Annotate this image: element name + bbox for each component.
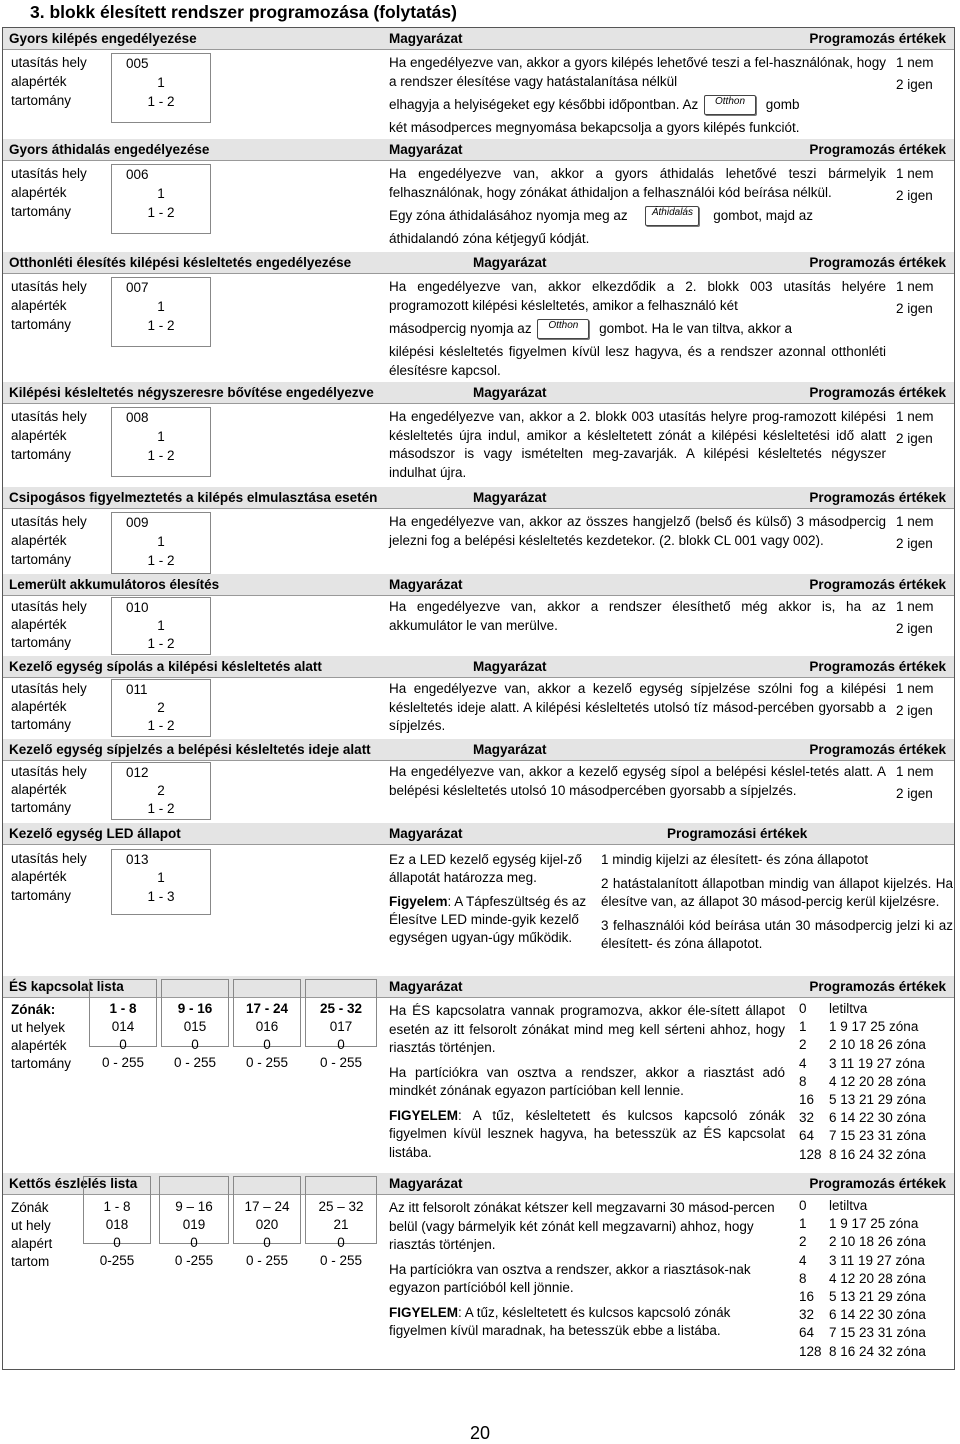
value-options — [896, 513, 956, 553]
section-title: Gyors áthidalás engedélyezése — [9, 142, 210, 157]
default-label: alapérték — [11, 298, 67, 313]
table-row — [799, 1197, 949, 1215]
default-value: 1 — [157, 186, 165, 201]
option-yes: 2 igen — [896, 621, 933, 636]
zone-range: 25 - 32 — [319, 1001, 363, 1016]
range-label: tartom — [11, 1254, 50, 1269]
values-heading: Programozás értékek — [809, 255, 946, 270]
row-value: 1 — [799, 1216, 807, 1232]
led-option-2: 2 hatástalanított állapotban mindig van állapot kijelzés. Ha élesítve van, az állapot 30 másod-percig kerül kijelzésre. — [601, 876, 953, 909]
range-label: tartomány — [11, 447, 72, 462]
athidalas-key: Áthidalás — [645, 206, 699, 226]
row-zones: 7 15 23 31 zóna — [829, 1128, 926, 1144]
led-option-3: 3 felhasználói kód beírása után 30 másodpercig jelzi ki az élesített- és zóna állapotot. — [601, 918, 953, 951]
default-value: 1 — [157, 75, 165, 90]
zone-location: 017 — [329, 1019, 353, 1034]
zone-group-3 — [233, 1176, 301, 1268]
description — [389, 680, 886, 736]
default-value: 2 — [157, 700, 165, 715]
values-heading: Programozás értékek — [809, 142, 946, 157]
default-label: alapérték — [11, 869, 67, 884]
row-value: 16 — [799, 1091, 815, 1107]
section-title: Lemerült akkumulátoros élesítés — [9, 577, 220, 592]
section-title: Kezelő egység LED állapot — [9, 826, 181, 841]
value-options — [896, 680, 956, 720]
description-text: Egy zóna áthidalásához nyomja meg az — [389, 208, 628, 223]
description — [389, 1199, 789, 1341]
page-title: 3. blokk élesített rendszer programozása (folytatás) — [30, 2, 457, 22]
location-value: 011 — [126, 682, 148, 697]
row-zones: 2 10 18 26 zóna — [829, 1037, 926, 1053]
default-label: alapérték — [11, 782, 67, 797]
row-value: 128 — [799, 1146, 822, 1162]
row-value: 4 — [799, 1252, 807, 1268]
value-box — [111, 53, 211, 123]
description — [389, 513, 886, 550]
zone-location: 014 — [111, 1019, 135, 1034]
option-no: 1 nem — [896, 764, 934, 779]
description-text: Ha engedélyezve van, akkor elkezdődik a 2. blokk 003 utasítás helyére programozott kilépési késleltetés, amikor a felhasználó két — [389, 279, 886, 313]
zone-value-range: 0 - 255 — [319, 1055, 363, 1070]
location-label: utasítás hely — [11, 599, 87, 614]
zone-default: 0 — [337, 1235, 345, 1250]
row-zones: 5 13 21 29 zóna — [829, 1091, 926, 1107]
range-value: 1 - 3 — [147, 889, 175, 904]
zone-value-range: 0 - 255 — [101, 1055, 145, 1070]
section-double-detection — [3, 1173, 954, 1369]
description — [389, 165, 886, 249]
zone-group-1 — [89, 979, 157, 1070]
default-value: 1 — [157, 429, 165, 444]
description-text: : A Tápfeszültség és az Élesítve LED minde-gyik kezelő egységen ugyan-úgy működik. — [389, 894, 587, 945]
section-title: Csipogásos figyelmeztetés a kilépés elmulasztása esetén — [9, 490, 378, 505]
row-value: 0 — [799, 1198, 807, 1213]
zone-location: 016 — [255, 1019, 279, 1034]
option-no: 1 nem — [896, 55, 934, 70]
range-label: tartomány — [11, 93, 72, 108]
range-value: 1 - 2 — [147, 205, 175, 220]
location-value: 007 — [126, 280, 149, 295]
description — [389, 598, 886, 635]
section-header — [3, 574, 954, 596]
zone-range: 1 - 8 — [103, 1199, 131, 1214]
explanation-heading: Magyarázat — [473, 385, 547, 400]
row-value: 0 — [799, 1001, 807, 1016]
zone-default: 0 — [191, 1037, 199, 1052]
table-row — [799, 1343, 949, 1361]
values-heading: Programozás értékek — [809, 490, 946, 505]
explanation-heading: Magyarázat — [473, 742, 547, 757]
description — [389, 1002, 785, 1162]
value-box — [111, 164, 211, 234]
otthon-key: Otthon — [704, 95, 756, 115]
section-title: Kettős észlelés lista — [9, 1176, 138, 1191]
zone-range: 17 - 24 — [245, 1001, 289, 1016]
section-007 — [3, 252, 954, 382]
explanation-heading: Magyarázat — [389, 31, 463, 46]
zone-default: 0 — [190, 1235, 198, 1250]
option-yes: 2 igen — [896, 188, 933, 203]
values-heading: Programozás értékek — [809, 659, 946, 674]
zone-group-2 — [161, 979, 229, 1070]
description-text: kilépési késleltetés figyelmen kívül lesz hagyva, és a rendszer azonnal otthonléti élesítésre kapcsol. — [389, 344, 886, 378]
section-title: ÉS kapcsolat lista — [9, 979, 124, 994]
location-label: utasítás hely — [11, 681, 87, 696]
zone-location: 019 — [182, 1217, 206, 1232]
values-heading: Programozás értékek — [809, 577, 946, 592]
zones-label: Zónák: — [11, 1002, 56, 1017]
zone-range: 25 – 32 — [318, 1199, 364, 1214]
row-zones: 1 9 17 25 zóna — [829, 1216, 919, 1232]
page-number: 20 — [469, 1423, 491, 1443]
zone-range: 9 – 16 — [175, 1199, 213, 1214]
location-label: utasítás hely — [11, 55, 87, 70]
zone-group-2 — [159, 1176, 229, 1268]
explanation-heading: Magyarázat — [389, 142, 463, 157]
led-options — [601, 851, 953, 953]
range-label: tartomány — [11, 888, 72, 903]
zone-location: 21 — [333, 1217, 349, 1232]
table-row — [799, 1270, 949, 1288]
section-010 — [3, 574, 954, 656]
led-option-1: 1 mindig kijelzi az élesített- és zóna állapotot — [601, 852, 869, 867]
section-008 — [3, 382, 954, 487]
values-heading: Programozás értékek — [809, 1176, 946, 1191]
description-text: Ha engedélyezve van, akkor az összes hangjelző (belső és külső) 3 másodpercig jelezni fog a belépési késleltetés kezdetekor. (2. blokk CL 001 vagy 002). — [389, 514, 886, 548]
option-no: 1 nem — [896, 514, 934, 529]
range-label: tartomány — [11, 717, 72, 732]
description-text: elhagyja a helyiségeket egy későbbi időpontban. Az — [389, 97, 699, 112]
value-options — [896, 54, 956, 94]
explanation-heading: Magyarázat — [389, 826, 463, 841]
value-box — [111, 762, 211, 820]
description-text: Ha partíciókra van osztva a rendszer, akkor a riasztást adó mindkét zónának egyazon partícióban kell lennie. — [389, 1064, 785, 1098]
description — [389, 763, 886, 800]
location-value: 008 — [126, 410, 149, 425]
range-value: 1 - 2 — [147, 801, 175, 816]
explanation-heading: Magyarázat — [473, 490, 547, 505]
location-value: 005 — [126, 56, 149, 71]
row-zones: 1 9 17 25 zóna — [829, 1019, 919, 1035]
settings-table — [2, 27, 955, 1370]
range-label: tartomány — [11, 204, 72, 219]
zone-range: 17 – 24 — [244, 1199, 290, 1214]
zone-value-range: 0-255 — [99, 1253, 135, 1268]
description-text: Ez a LED kezelő egység kijel-ző állapotát határozza meg. — [389, 852, 582, 885]
range-value: 1 - 2 — [147, 448, 175, 463]
explanation-heading: Magyarázat — [473, 659, 547, 674]
description-text: áthidalandó zóna kétjegyű kódját. — [389, 231, 590, 246]
zone-default: 0 — [119, 1037, 127, 1052]
description-text: Ha partíciókra van osztva a rendszer, akkor a riasztások-nak egyazon partícióból kell jönnie. — [389, 1261, 751, 1295]
range-label: tartomány — [11, 552, 72, 567]
table-row — [799, 1109, 949, 1127]
table-row — [799, 1324, 949, 1342]
row-value: 64 — [799, 1325, 815, 1341]
values-heading: Programozás értékek — [809, 385, 946, 400]
row-value: 1 — [799, 1019, 807, 1035]
description-text: Ha engedélyezve van, akkor a rendszer élesíthető még akkor is, ha az akkumulátor le van merülve. — [389, 599, 886, 633]
table-row — [799, 1215, 949, 1233]
value-options — [896, 598, 956, 638]
range-label: tartomány — [11, 635, 72, 650]
section-title: Kilépési késleltetés négyszeresre bővítése engedélyezve — [9, 385, 374, 400]
default-label: alapérték — [11, 699, 67, 714]
zone-value-range: 0 - 255 — [173, 1055, 217, 1070]
description-text: : A tűz, késleltetett és kulcsos kapcsoló zónák figyelmen kívül lesznek hagyva, ha betesszük az ÉS kapcsolat listába. — [389, 1107, 785, 1160]
range-label: tartomány — [11, 317, 72, 332]
table-row — [799, 1091, 949, 1109]
location-value: 006 — [126, 167, 149, 182]
section-011 — [3, 656, 954, 739]
explanation-heading: Magyarázat — [389, 577, 463, 592]
values-heading: Programozási értékek — [667, 826, 808, 841]
section-title: Otthonléti élesítés kilépési késleltetés engedélyezése — [9, 255, 352, 270]
location-label: utasítás hely — [11, 851, 87, 866]
location-label: ut helyek — [11, 1020, 66, 1035]
warning-label: Figyelem — [389, 894, 448, 909]
table-row — [799, 1252, 949, 1270]
section-012 — [3, 739, 954, 823]
zone-default: 0 — [263, 1235, 271, 1250]
value-options — [896, 165, 956, 205]
table-row — [799, 1018, 949, 1036]
row-zones: 6 14 22 30 zóna — [829, 1307, 926, 1323]
row-zones: 4 12 20 28 zóna — [829, 1270, 926, 1286]
value-box — [111, 277, 211, 347]
zone-range: 1 - 8 — [109, 1001, 137, 1016]
row-zones: 4 12 20 28 zóna — [829, 1073, 926, 1089]
table-row — [799, 1233, 949, 1251]
row-zones: 3 11 19 27 zóna — [829, 1252, 925, 1268]
option-no: 1 nem — [896, 681, 934, 696]
option-yes: 2 igen — [896, 786, 933, 801]
section-005 — [3, 28, 954, 139]
zone-location: 015 — [183, 1019, 207, 1034]
value-options — [896, 763, 956, 803]
table-row — [799, 1306, 949, 1324]
section-and-list — [3, 976, 954, 1173]
zone-value-table — [799, 1000, 949, 1164]
option-yes: 2 igen — [896, 301, 933, 316]
description-text: Ha ÉS kapcsolatra vannak programozva, akkor éle-sített állapot esetén az itt felsorolt zónákat mind meg kell sérteni ahhoz, hogy riasztás történjen. — [389, 1003, 785, 1055]
row-zones: 6 14 22 30 zóna — [829, 1110, 926, 1126]
option-yes: 2 igen — [896, 536, 933, 551]
row-zones: letiltva — [829, 1198, 868, 1213]
row-value: 64 — [799, 1128, 815, 1144]
row-zones: 7 15 23 31 zóna — [829, 1325, 926, 1341]
default-value: 1 — [157, 299, 165, 314]
row-zones: 3 11 19 27 zóna — [829, 1055, 925, 1071]
range-label: tartomány — [11, 800, 72, 815]
location-value: 010 — [126, 600, 149, 615]
default-value: 1 — [157, 618, 165, 633]
warning-label: FIGYELEM — [389, 1107, 459, 1123]
values-heading: Programozás értékek — [809, 979, 946, 994]
location-label: utasítás hely — [11, 409, 87, 424]
section-header — [3, 739, 954, 761]
row-value: 2 — [799, 1037, 807, 1053]
zone-location: 020 — [255, 1217, 279, 1232]
row-value: 8 — [799, 1073, 807, 1089]
option-yes: 2 igen — [896, 77, 933, 92]
explanation-heading: Magyarázat — [389, 1176, 463, 1191]
location-label: utasítás hely — [11, 279, 87, 294]
section-header — [3, 139, 954, 161]
option-no: 1 nem — [896, 409, 934, 424]
description — [389, 408, 886, 482]
row-value: 128 — [799, 1343, 822, 1359]
zones-label: Zónák — [11, 1200, 49, 1215]
description-text: gombot. Ha le van tiltva, akkor a — [599, 321, 792, 336]
description-text: gombot, majd az — [713, 208, 813, 223]
range-label: tartomány — [11, 1056, 72, 1071]
range-value: 1 - 2 — [147, 94, 175, 109]
table-row — [799, 1288, 949, 1306]
section-header — [3, 252, 954, 274]
value-box — [111, 849, 211, 915]
warning-label: FIGYELEM — [389, 1304, 459, 1320]
row-value: 16 — [799, 1288, 815, 1304]
values-heading: Programozás értékek — [809, 742, 946, 757]
range-value: 1 - 2 — [147, 636, 175, 651]
table-row — [799, 1146, 949, 1164]
description-text: két másodperces megnyomása bekapcsolja a gyors kilépés funkciót. — [389, 120, 800, 135]
otthon-key: Otthon — [537, 319, 589, 339]
location-value: 012 — [126, 765, 149, 780]
description-text: másodpercig nyomja az — [389, 321, 532, 336]
zone-group-4 — [305, 979, 377, 1070]
explanation-heading: Magyarázat — [473, 255, 547, 270]
section-009 — [3, 487, 954, 574]
default-label: alapért — [11, 1236, 53, 1251]
table-row — [799, 1127, 949, 1145]
zone-location: 018 — [105, 1217, 129, 1232]
table-row — [799, 1000, 949, 1018]
description-text: Ha engedélyezve van, akkor a kezelő egység sípjelzése szólni fog a kilépési késleltetés ideje alatt. A kilépési késleltetés utolsó tíz másod-percében gyorsabb a sípjelzés. — [389, 681, 886, 733]
option-no: 1 nem — [896, 279, 934, 294]
zone-default: 0 — [337, 1037, 345, 1052]
row-value: 32 — [799, 1307, 815, 1323]
range-value: 1 - 2 — [147, 718, 175, 733]
description — [389, 851, 591, 947]
default-label: alapérték — [11, 185, 67, 200]
description-text: Ha engedélyezve van, akkor a gyors áthidalás lehetővé teszi bármelyik felhasználónak, hogy zónákat áthidaljon a felhasználói kód beírása nélkül. — [389, 166, 886, 200]
default-label: alapérték — [11, 617, 67, 632]
section-header — [3, 28, 954, 50]
value-box — [111, 512, 211, 574]
row-value: 8 — [799, 1270, 807, 1286]
value-options — [896, 278, 956, 318]
description-text: Ha engedélyezve van, akkor a 2. blokk 003 utasítás helyre prog-ramozott kilépési késleltetés újra indul, amikor a késleltetett zónát a kilépési késleltetési idő alatt másodszor is vagy ismételten meg-zavarják. A kilépési késleltetés négyszer indulhat újra. — [389, 409, 886, 480]
row-zones: 5 13 21 29 zóna — [829, 1288, 926, 1304]
location-label: utasítás hely — [11, 764, 87, 779]
section-title: Kezelő egység sípjelzés a belépési késleltetés ideje alatt — [9, 742, 371, 757]
row-zones: 8 16 24 32 zóna — [829, 1343, 926, 1359]
default-label: alapérték — [11, 74, 67, 89]
row-zones: 8 16 24 32 zóna — [829, 1146, 926, 1162]
row-value: 4 — [799, 1055, 807, 1071]
table-row — [799, 1055, 949, 1073]
description-text: Az itt felsorolt zónákat kétszer kell megzavarni 30 másod-percen belül (vagy bármelyik két zónát kell megzavarni) ahhoz, hogy riasztás történjen. — [389, 1200, 775, 1252]
zone-value-table — [799, 1197, 949, 1361]
value-box — [111, 407, 211, 477]
values-heading: Programozás értékek — [809, 31, 946, 46]
row-zones: 2 10 18 26 zóna — [829, 1234, 926, 1250]
location-value: 009 — [126, 515, 149, 530]
default-value: 1 — [157, 870, 165, 885]
description-text: gomb — [765, 97, 800, 112]
zone-default: 0 — [113, 1235, 121, 1250]
section-title: Kezelő egység sípolás a kilépési késleltetés alatt — [9, 659, 322, 674]
section-013 — [3, 823, 954, 976]
description-text: Ha engedélyezve van, akkor a kezelő egység sípol a belépési késlel-tetés alatt. A belépési késleltetés utolsó 10 másodpercében gyorsabb a sípjelzés. — [389, 764, 886, 798]
zone-value-range: 0 -255 — [174, 1253, 214, 1268]
row-zones: letiltva — [829, 1001, 868, 1016]
option-no: 1 nem — [896, 166, 934, 181]
zone-value-range: 0 - 255 — [245, 1253, 289, 1268]
option-yes: 2 igen — [896, 431, 933, 446]
zone-value-range: 0 - 255 — [319, 1253, 363, 1268]
default-label: alapérték — [11, 428, 67, 443]
section-006 — [3, 139, 954, 252]
description — [389, 278, 886, 380]
location-label: utasítás hely — [11, 166, 87, 181]
zone-range: 9 - 16 — [177, 1001, 213, 1016]
table-row — [799, 1073, 949, 1091]
explanation-heading: Magyarázat — [389, 979, 463, 994]
zone-group-3 — [233, 979, 301, 1070]
table-row — [799, 1036, 949, 1054]
location-value: 013 — [126, 852, 149, 867]
row-value: 2 — [799, 1234, 807, 1250]
section-header — [3, 656, 954, 678]
range-value: 1 - 2 — [147, 553, 175, 568]
section-header — [3, 487, 954, 509]
description — [389, 54, 886, 138]
value-box — [111, 597, 211, 655]
default-value: 2 — [157, 783, 165, 798]
value-box — [111, 679, 211, 737]
description-text: : A tűz, késleltetett és kulcsos kapcsoló zónák figyelmen kívül maradnak, ha betesszük ebbe a listába. — [389, 1304, 731, 1338]
default-label: alapérték — [11, 1038, 67, 1053]
zone-value-range: 0 - 255 — [245, 1055, 289, 1070]
default-value: 1 — [157, 534, 165, 549]
location-label: ut hely — [11, 1218, 51, 1233]
zone-group-1 — [83, 1176, 151, 1268]
zone-group-4 — [305, 1176, 377, 1268]
option-yes: 2 igen — [896, 703, 933, 718]
description-text: Ha engedélyezve van, akkor a gyors kilépés lehetővé teszi a fel-használónak, hogy a rendszer élesítése vagy hatástalanítása nélkül — [389, 55, 886, 89]
option-no: 1 nem — [896, 599, 934, 614]
range-value: 1 - 2 — [147, 318, 175, 333]
value-options — [896, 408, 956, 448]
default-label: alapérték — [11, 533, 67, 548]
row-value: 32 — [799, 1110, 815, 1126]
section-header — [3, 382, 954, 404]
location-label: utasítás hely — [11, 514, 87, 529]
section-header — [3, 823, 954, 845]
section-title: Gyors kilépés engedélyezése — [9, 31, 197, 46]
zone-default: 0 — [263, 1037, 271, 1052]
